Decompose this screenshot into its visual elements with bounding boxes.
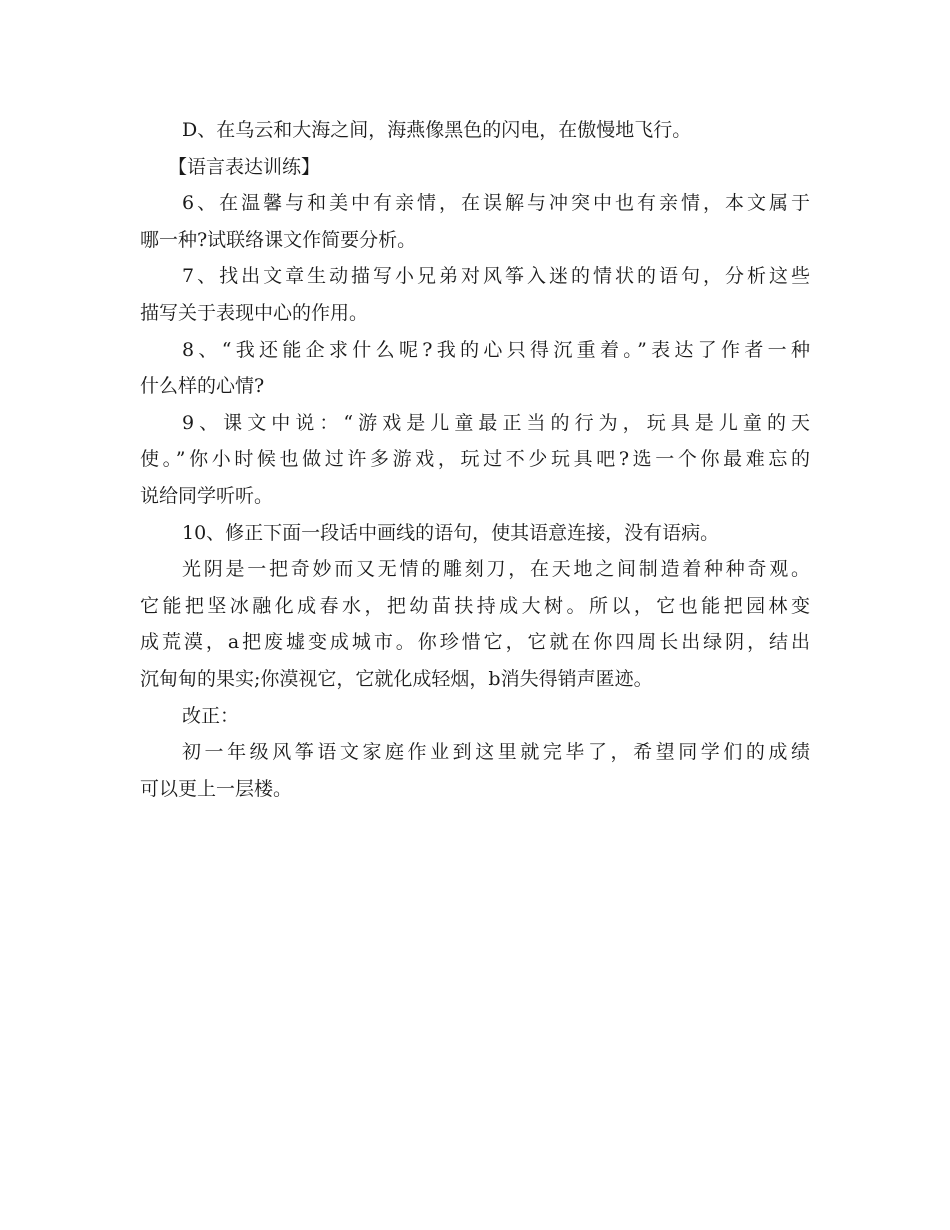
document-body	[140, 112, 810, 807]
text-line: 哪一种?试联络课文作简要分析。	[140, 228, 417, 251]
text-line: 10、修正下面一段话中画线的语句，使其语意连接，没有语病。	[182, 521, 720, 544]
text-line: 描写关于表现中心的作用。	[140, 301, 369, 324]
text-line: 8、“我还能企求什么呢?我的心只得沉重着。”表达了作者一种	[182, 338, 810, 361]
text-line: 7、找出文章生动描写小兄弟对风筝入迷的情状的语句，分析这些	[182, 265, 810, 288]
text-line: D、在乌云和大海之间，海燕像黑色的闪电，在傲慢地飞行。	[182, 119, 692, 141]
text-line: 初一年级风筝语文家庭作业到这里就完毕了，希望同学们的成绩	[182, 741, 810, 764]
text-line: 6、在温馨与和美中有亲情，在误解与冲突中也有亲情，本文属于	[182, 192, 810, 215]
text-line: 可以更上一层楼。	[140, 777, 293, 800]
text-line: 光阴是一把奇妙而又无情的雕刻刀，在天地之间制造着种种奇观。	[182, 558, 810, 581]
text-line: 改正：	[182, 704, 240, 727]
text-line: 什么样的心情?	[140, 375, 265, 398]
text-line: 使。”你小时候也做过许多游戏，玩过不少玩具吧?选一个你最难忘的	[140, 448, 810, 471]
text-line: 说给同学听听。	[140, 484, 274, 507]
text-line: 成荒漠，a把废墟变成城市。你珍惜它，它就在你四周长出绿阴，结出	[140, 631, 810, 654]
section-heading: 【语言表达训练】	[168, 155, 321, 178]
text-line: 沉甸甸的果实;你漠视它，它就化成轻烟，b消失得销声匿迹。	[140, 667, 653, 690]
text-line: 9、课文中说：“游戏是儿童最正当的行为，玩具是儿童的天	[182, 411, 810, 434]
text-line: 它能把坚冰融化成春水，把幼苗扶持成大树。所以，它也能把园林变	[140, 594, 810, 617]
